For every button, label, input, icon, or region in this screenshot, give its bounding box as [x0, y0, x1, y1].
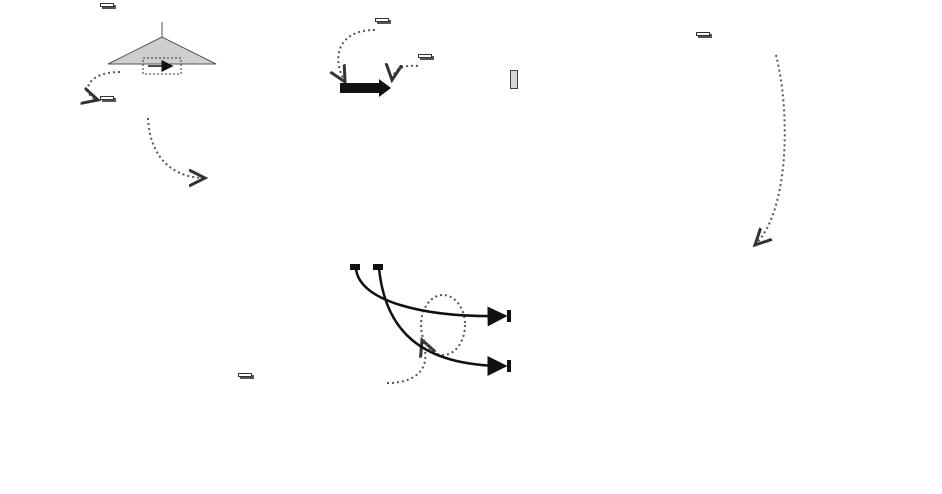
- start-key-label: [375, 18, 389, 22]
- access-ellipse: [421, 295, 465, 355]
- table-access-label: [238, 373, 252, 377]
- index-name-label: [100, 3, 114, 7]
- start-key-connector: [338, 30, 375, 82]
- table-connector: [755, 55, 785, 245]
- table-title: [511, 71, 518, 89]
- leaf-zoom-label: [100, 96, 114, 100]
- index-tree-icon: [108, 37, 216, 64]
- leaf-to-index-connector: [148, 118, 205, 178]
- tr-ord-big-table: [510, 70, 518, 89]
- stop-key-connector: [392, 66, 418, 80]
- access-arrow-1: [356, 268, 505, 316]
- table-ref-label: [696, 32, 710, 36]
- scan-range-arrow: [340, 79, 391, 97]
- stop-key-label: [418, 54, 432, 58]
